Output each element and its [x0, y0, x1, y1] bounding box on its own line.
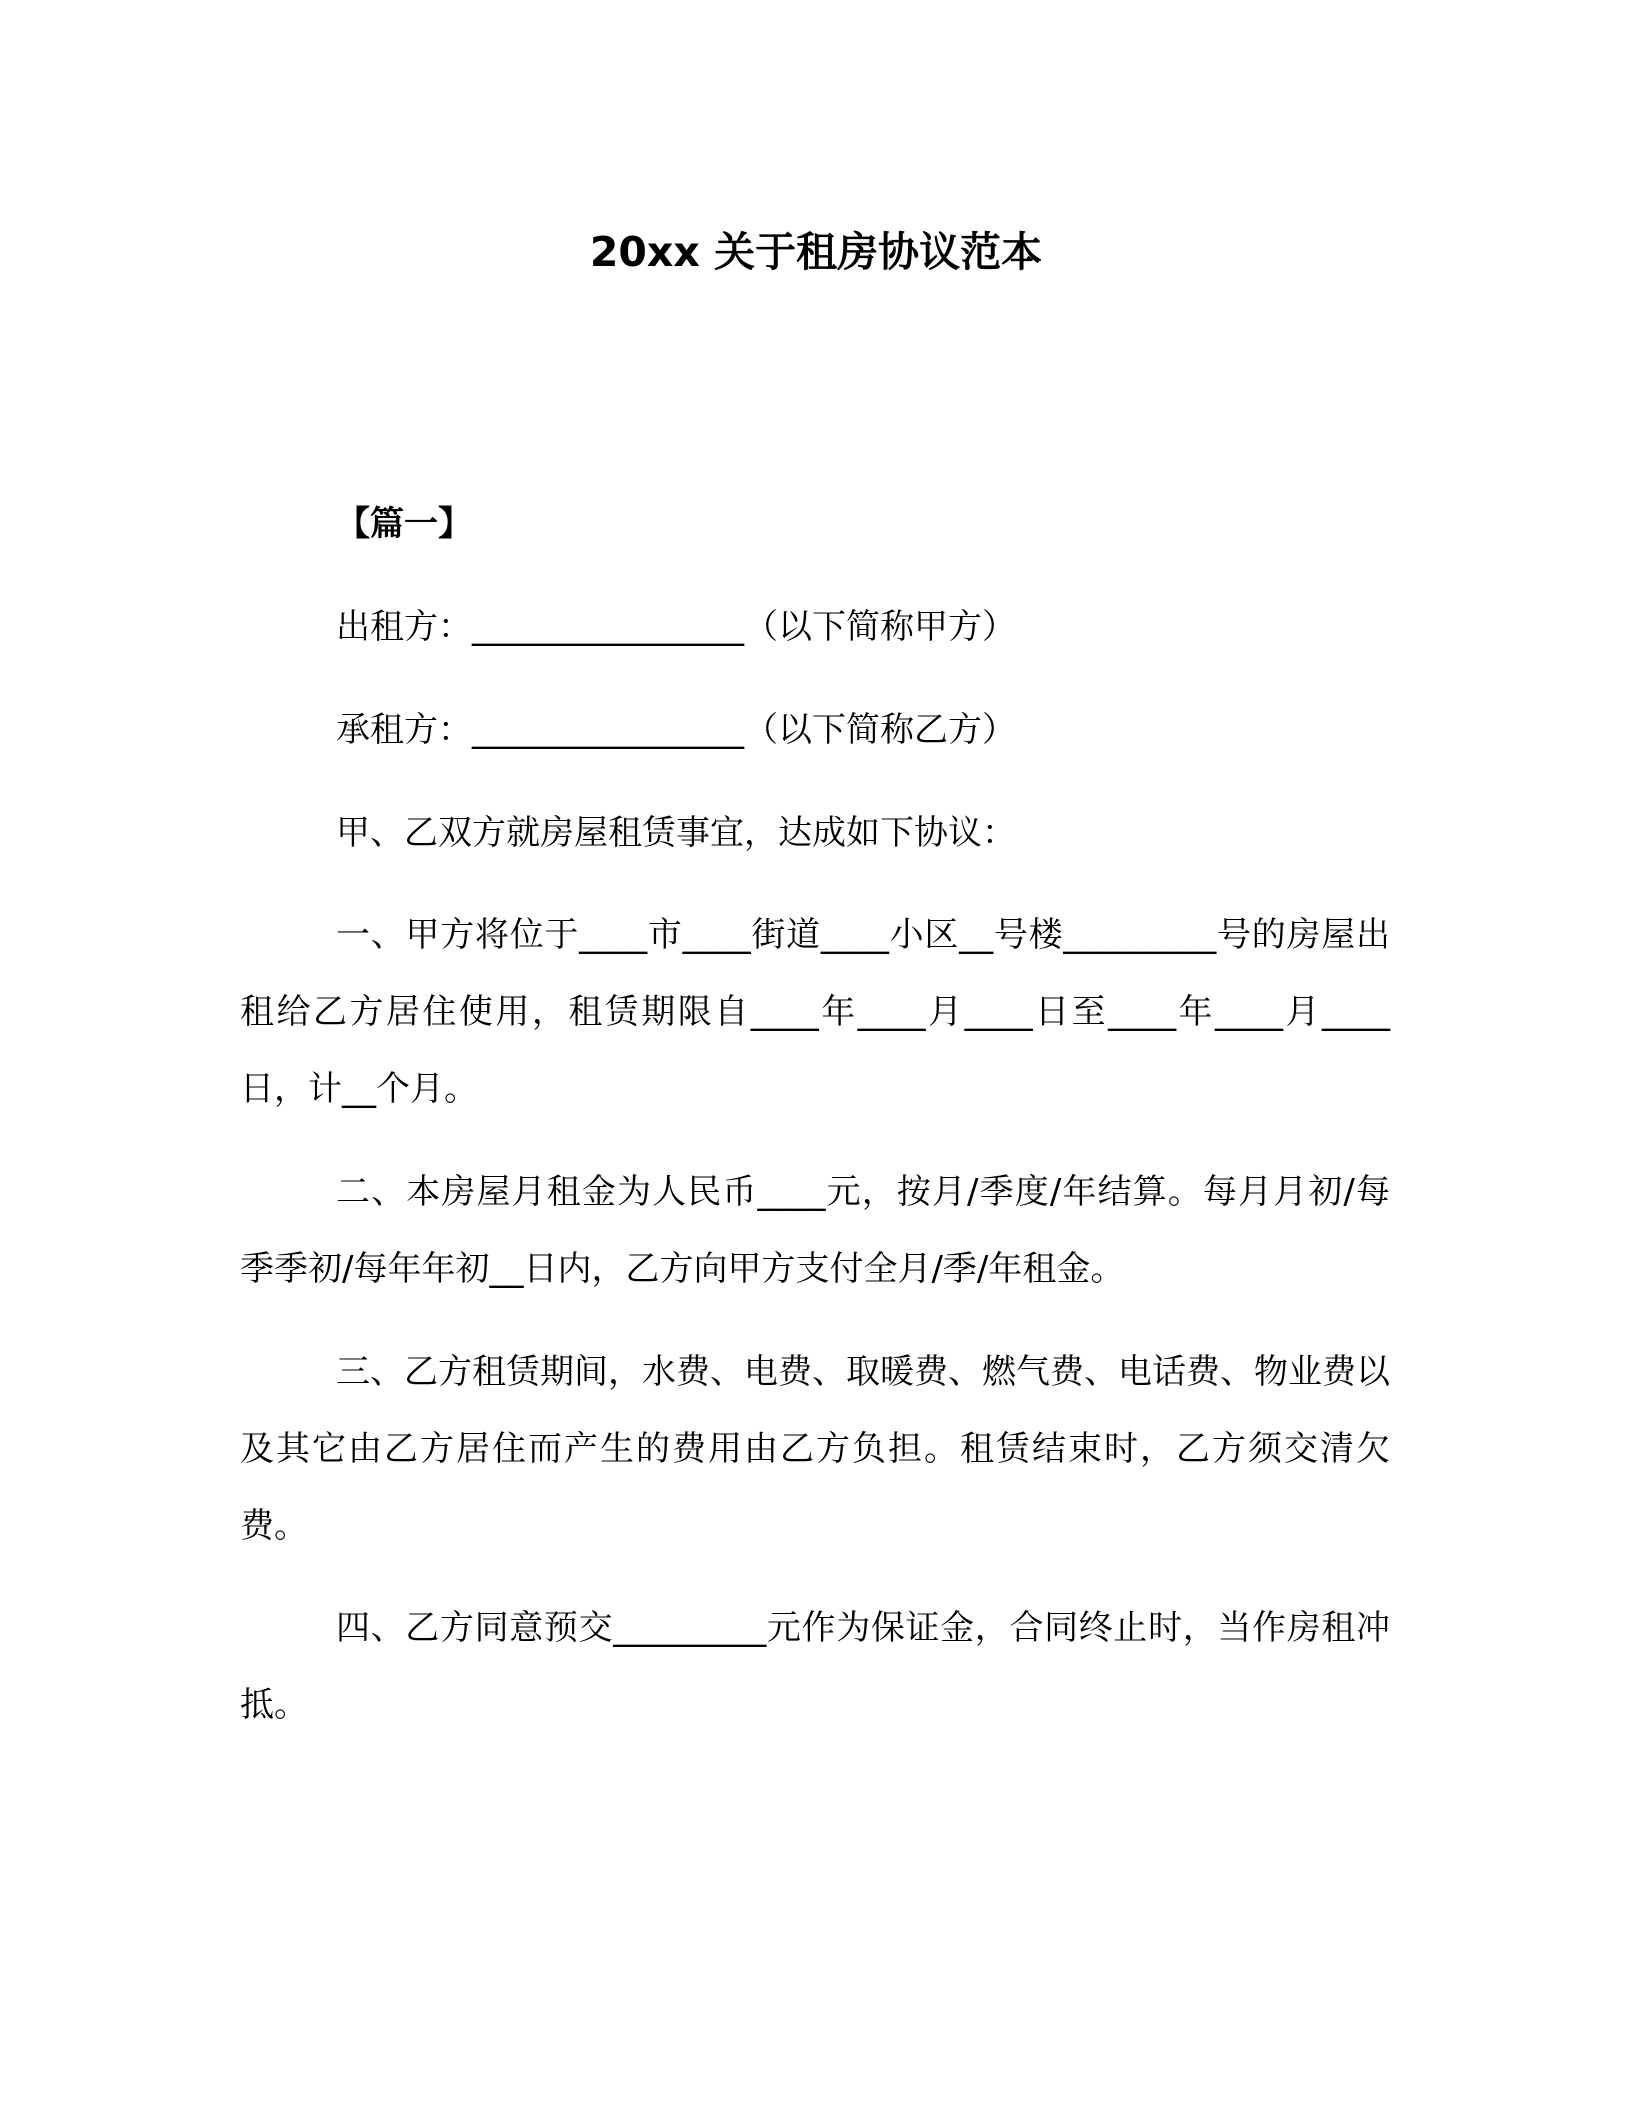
section-label: 【篇一】: [336, 504, 472, 544]
agreement-intro: 甲、乙双方就房屋租赁事宜，达成如下协议：: [336, 813, 1016, 853]
document-title: 20xx 关于租房协议范本: [589, 228, 1043, 276]
clause-3: 三、乙方租赁期间，水费、电费、取暖费、燃气费、电话费、物业费以及其它由乙方居住而产生的费用由乙方负担。租赁结束时，乙方须交清欠费。: [240, 1352, 1390, 1546]
clause-1: 一、甲方将位于____市____街道____小区__号楼_________号的房屋出租给乙方居住使用，租赁期限自____年____月____日至____年____月____日，计__个月。: [240, 915, 1390, 1109]
clause-4: 四、乙方同意预交_________元作为保证金，合同终止时，当作房租冲抵。: [240, 1608, 1390, 1725]
party-a-line: 出租方：________________（以下简称甲方）: [336, 607, 1016, 647]
party-b-line: 承租方：________________（以下简称乙方）: [336, 710, 1016, 750]
clause-2: 二、本房屋月租金为人民币____元，按月/季度/年结算。每月月初/每季季初/每年年初__日内，乙方向甲方支付全月/季/年租金。: [240, 1172, 1390, 1289]
